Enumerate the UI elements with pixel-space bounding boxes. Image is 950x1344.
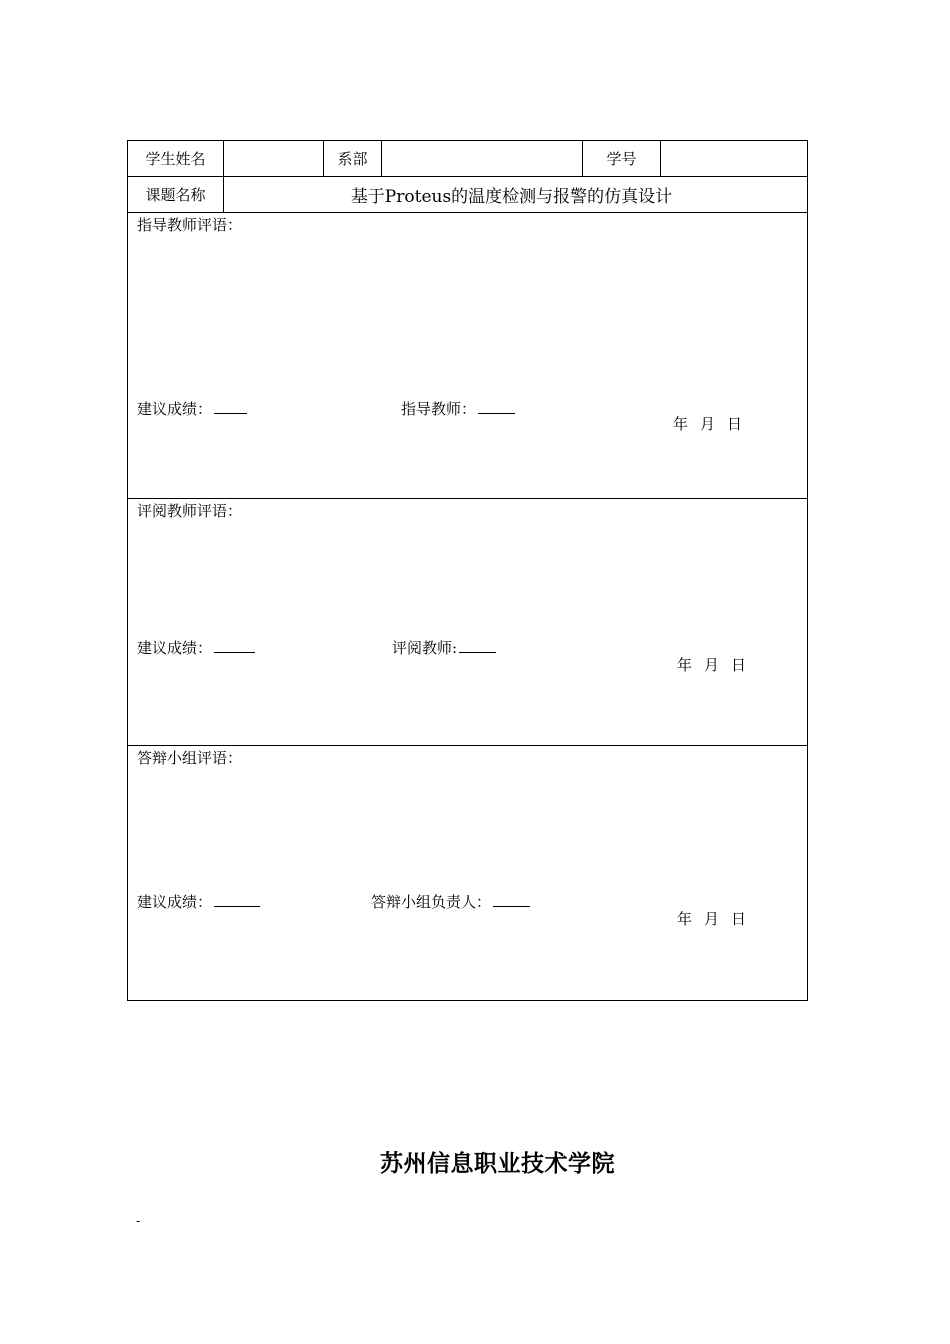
date-month: 月: [700, 415, 716, 433]
student-name-label: 学生姓名: [128, 141, 224, 176]
advisor-grade-blank[interactable]: [214, 399, 247, 414]
topic-label: 课题名称: [128, 177, 224, 212]
defense-signer: [371, 891, 530, 912]
defense-comment-section: [128, 746, 807, 1000]
advisor-signer-blank[interactable]: [478, 399, 515, 414]
advisor-signer-label: 指导教师：: [401, 400, 477, 418]
reviewer-grade: [137, 637, 255, 658]
advisor-signer: [401, 398, 515, 419]
reviewer-grade-blank[interactable]: [214, 638, 255, 653]
reviewer-grade-label: 建议成绩：: [137, 639, 213, 657]
date-year: 年: [673, 415, 689, 433]
reviewer-date: [677, 654, 746, 675]
advisor-comment-section: [128, 213, 807, 499]
student-name-field[interactable]: [224, 141, 324, 176]
date-month: 月: [704, 910, 720, 928]
reviewer-signer-blank[interactable]: [459, 638, 496, 653]
date-day: 日: [731, 656, 747, 674]
student-id-label: 学号: [583, 141, 661, 176]
institution-name: 苏州信息职业技术学院: [380, 1151, 615, 1177]
reviewer-signer: [392, 637, 496, 658]
defense-grade: [137, 891, 260, 912]
defense-grade-blank[interactable]: [214, 892, 260, 907]
student-id-field[interactable]: [661, 141, 807, 176]
reviewer-comment-title: 评阅教师评语：: [137, 502, 243, 520]
date-day: 日: [727, 415, 743, 433]
page-mark: -: [136, 1214, 141, 1229]
advisor-date: [673, 413, 742, 434]
advisor-comment-title: 指导教师评语：: [137, 216, 243, 234]
defense-date: [677, 908, 746, 929]
date-year: 年: [677, 910, 693, 928]
topic-row: [128, 177, 807, 213]
defense-comment-title: 答辩小组评语：: [137, 749, 243, 767]
evaluation-form: [127, 140, 808, 1001]
student-info-row: [128, 141, 807, 177]
topic-value: 基于Proteus的温度检测与报警的仿真设计: [350, 187, 673, 207]
reviewer-signer-label: 评阅教师:: [392, 639, 458, 657]
department-label: 系部: [324, 141, 382, 176]
advisor-grade-label: 建议成绩：: [137, 400, 213, 418]
reviewer-comment-section: [128, 499, 807, 746]
defense-signer-blank[interactable]: [493, 892, 530, 907]
date-year: 年: [677, 656, 693, 674]
department-field[interactable]: [382, 141, 583, 176]
defense-grade-label: 建议成绩：: [137, 893, 213, 911]
advisor-grade: [137, 398, 247, 419]
date-day: 日: [731, 910, 747, 928]
date-month: 月: [704, 656, 720, 674]
defense-signer-label: 答辩小组负责人：: [371, 893, 492, 911]
